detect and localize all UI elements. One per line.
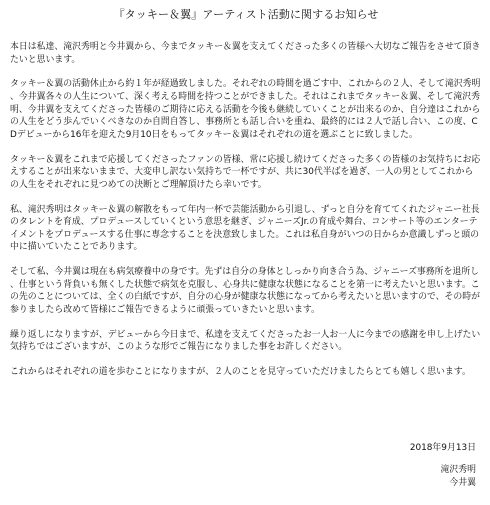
signature-block [441,464,477,490]
paragraph-imai: そして私、今井翼は現在も病気療養中の身です。先ずは自分の身体としっかり向き合う為、ジャニーズ事務所を退所し、仕事という背負いも無くした状態で病気を克服し、心身共に健康な状態になることを第一に考えたいと思います。この先のことについては、全くの白紙ですが、自分の心身が健康な状態になってから考えたいと思いますので、その時が参りましたら改めて皆様にご報告できるように頑張っていきたいと思います。 [10,267,481,315]
signature-imai: 今井翼 [449,478,476,488]
document-body [10,41,482,379]
document-title: 『タッキー＆翼』アーティスト活動に関するお知らせ [113,8,379,21]
document-date: 2018年9月13日 [409,443,476,453]
paragraph-thanks: 繰り返しになりますが、デビューから今日まで、私達を支えてくださったお一人お一人に今までの感謝を申し上げたい気持ちではございますが、このような形でご報告になりました事をお許しください。 [10,329,481,353]
paragraph-greeting: 本日は私達、滝沢秀明と今井翼から、今までタッキー＆翼を支えてくださった多くの皆様へ大切なご報告をさせて頂きたいと思います。 [10,42,481,65]
paragraph-closing: これからはそれぞれの道を歩むことになりますが、２人のことを見守っていただけましたらとても嬉しく思います。 [10,367,471,377]
paragraph-apology-to-fans: タッキー＆翼をこれまで応援してくださったファンの皆様、常に応援し続けてくださった多くの皆様のお気持ちにお応えすることが出来ないままで、大変申し訳ない気持ちで一杯ですが、共に30代半ばを過ぎ、一人の男としてこれからの人生をそれぞれに見つめての決断とご理解頂けたら幸いです。 [10,154,481,190]
signature-takizawa: 滝沢秀明 [440,465,476,475]
paragraph-decision: タッキー＆翼の活動休止から約１年が経過致しました。それぞれの時間を過ごす中、これからの２人、そして滝沢秀明、今井翼各々の人生について、深く考える時間を持つことができました。それはこれまでタッキー＆翼、そして滝沢秀明、今井翼を支えてくださった皆様のご期待に応える活動を今後も継続していくことが出来るのか、自分達はこれからの人生をどう歩んでいくべきなのか自問自答し、事務所とも話し合いを重ね、最終的には２人で話し合い、この度、CDデビューから16年を迎えた9月10日をもってタッキー＆翼はそれぞれの道を選ぶことに致しました。 [10,79,481,140]
paragraph-takizawa: 私、滝沢秀明はタッキー＆翼の解散をもって年内一杯で芸能活動から引退し、ずっと自分を育ててくれたジャニー社長のタレントを育成、プロデュースしていくという意思を継ぎ、ジャニーズJr.の育成や舞台、コンサート等のエンターテイメントをプロデュースする仕事に専念することを決意致しました。これは私自身がいつの日からか意識しずっと頭の中に描いていたことであります。 [10,204,480,253]
announcement-page [0,8,490,505]
